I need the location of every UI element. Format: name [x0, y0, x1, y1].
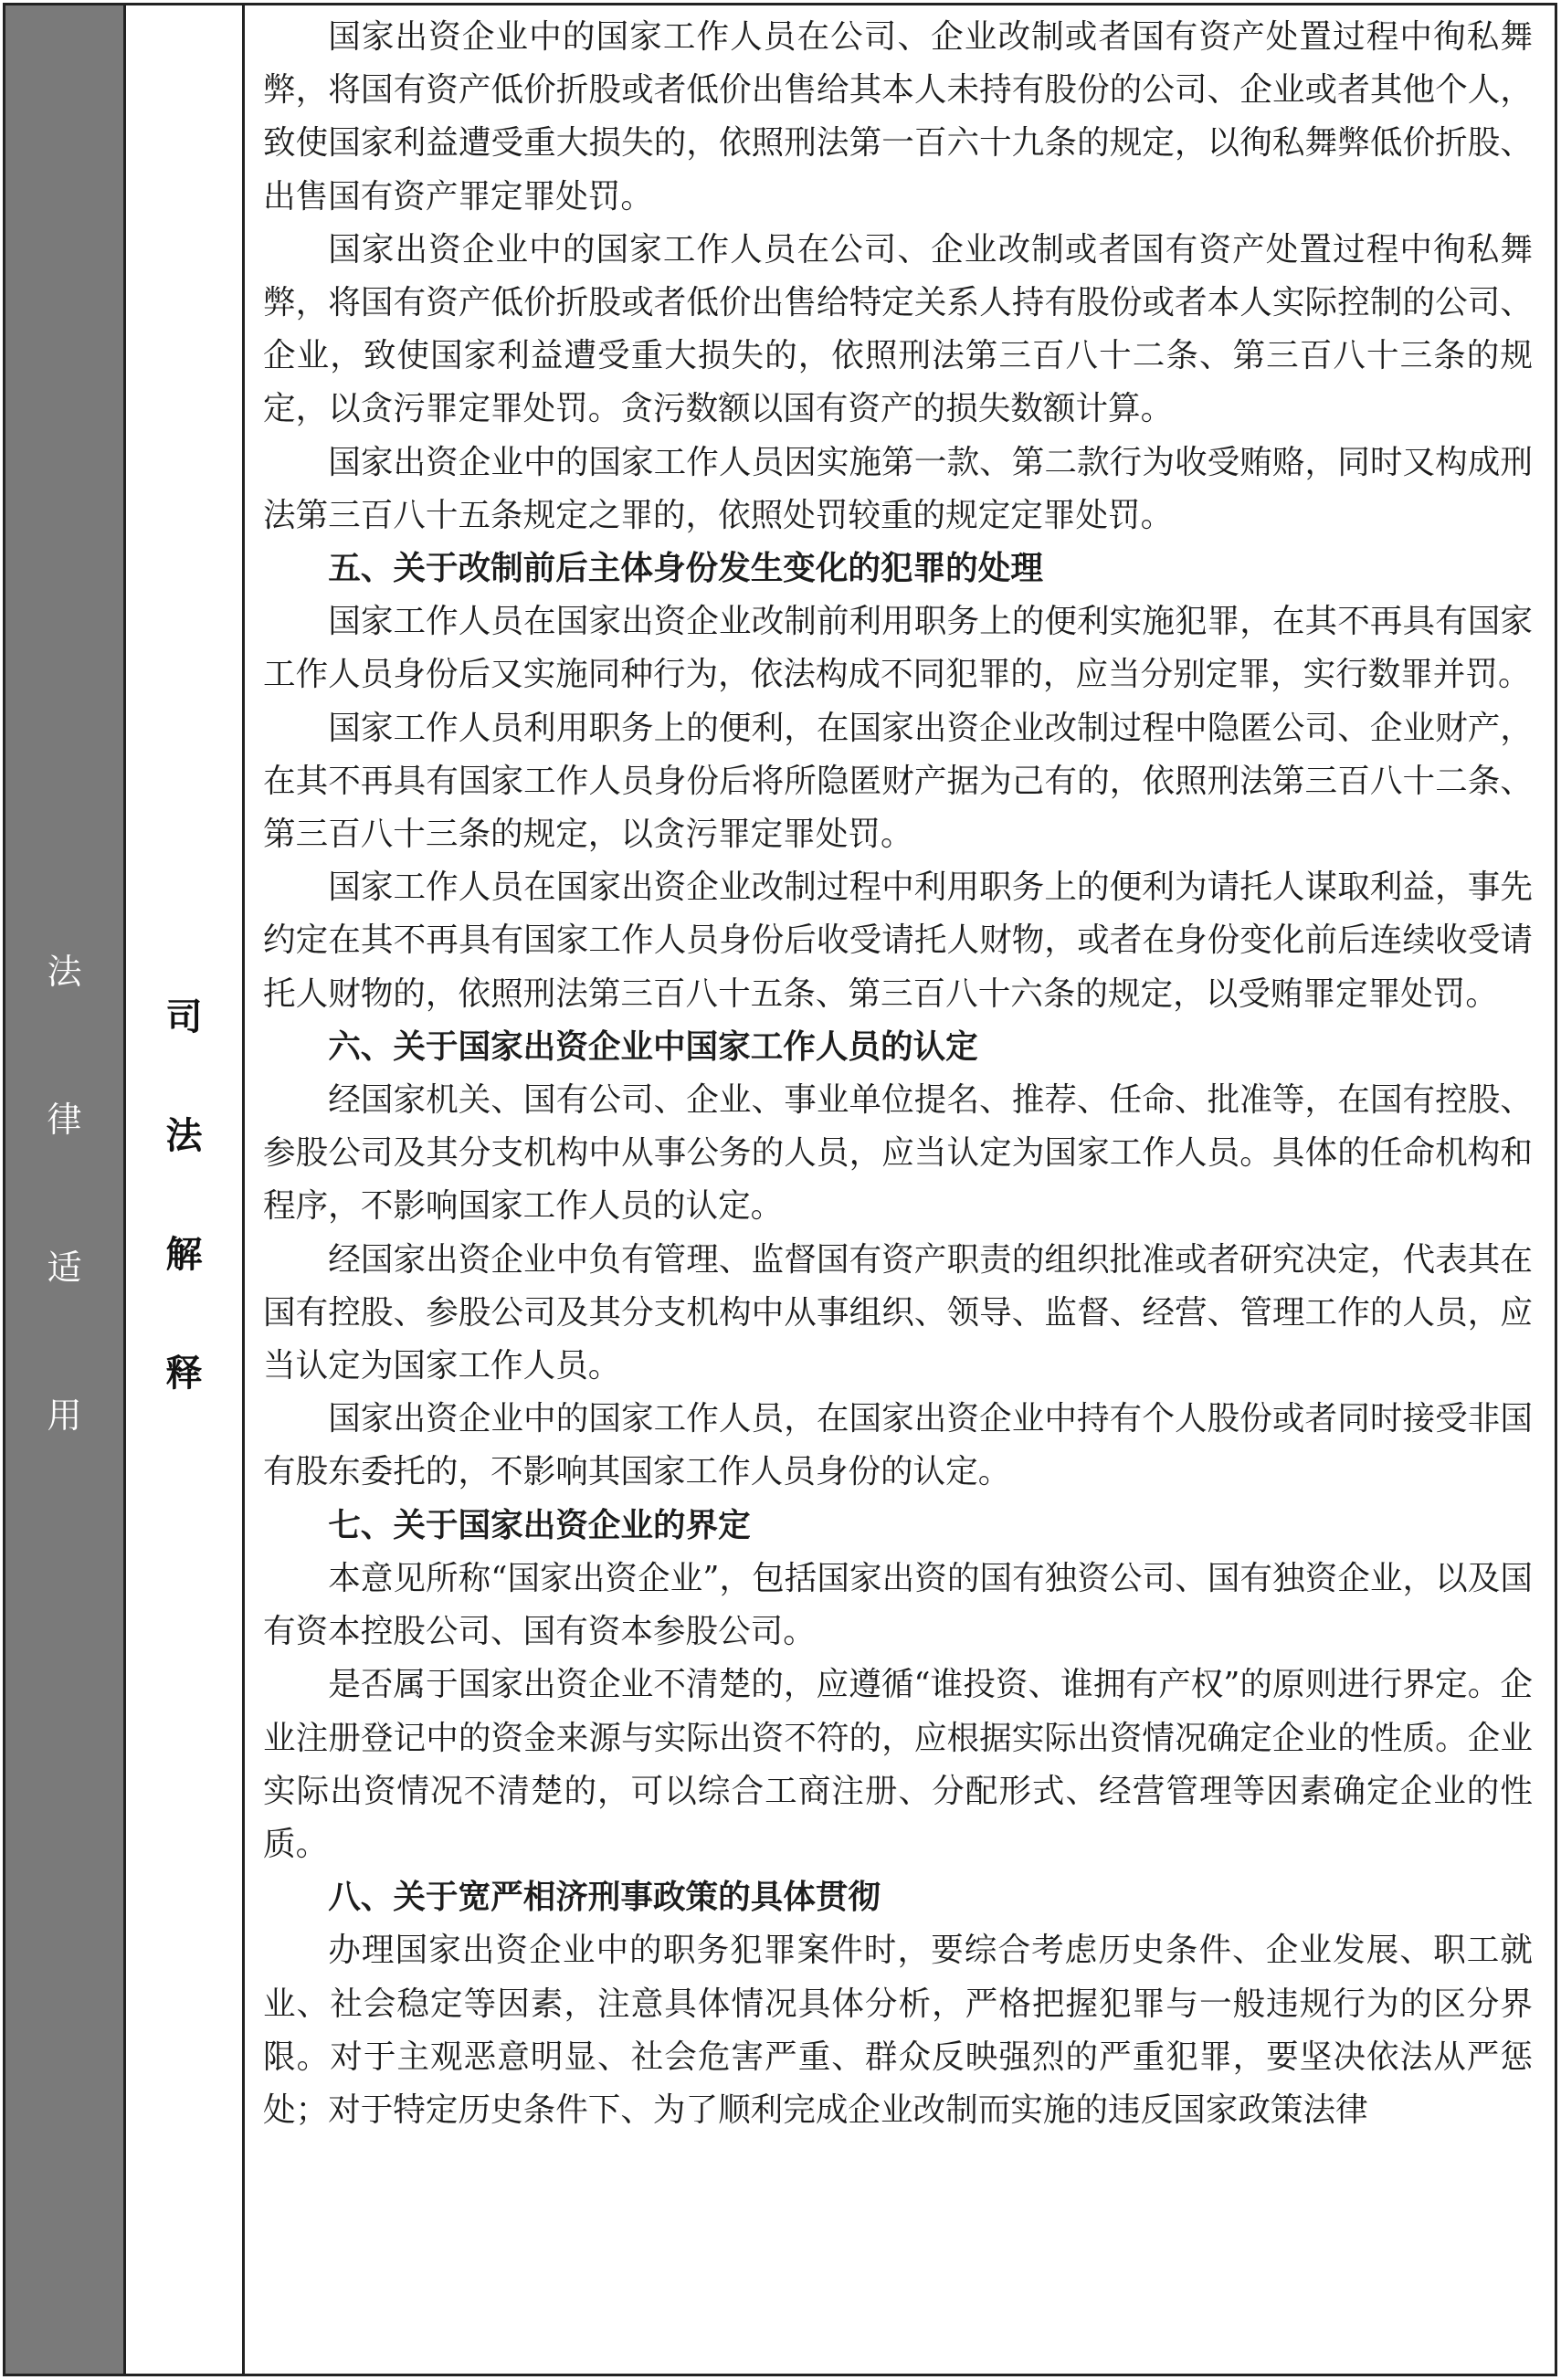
paragraph: 国家工作人员利用职务上的便利，在国家出资企业改制过程中隐匿公司、企业财产，在其不再具有国家工作人员身份后将所隐匿财产据为己有的，依照刑法第三百八十二条、第三百八十三条的规定，以贪污罪定罪处罚。: [263, 709, 1533, 854]
subcategory-label: [126, 992, 242, 1467]
paragraph: 国家出资企业中的国家工作人员因实施第一款、第二款行为收受贿赂，同时又构成刑法第三百八十五条规定之罪的，依照处罚较重的规定定罪处罚。: [263, 443, 1533, 534]
paragraph: 国家出资企业中的国家工作人员，在国家出资企业中持有个人股份或者同时接受非国有股东委托的，不影响其国家工作人员身份的认定。: [263, 1400, 1533, 1491]
category-label: [5, 946, 123, 1538]
paragraph: 国家工作人员在国家出资企业改制前利用职务上的便利实施犯罪，在其不再具有国家工作人员身份后又实施同种行为，依法构成不同犯罪的，应当分别定罪，实行数罪并罚。: [263, 603, 1533, 694]
category-char: 适: [47, 1248, 82, 1288]
section-heading: 八、关于宽严相济刑事政策的具体贯彻: [328, 1879, 881, 1917]
paragraph: 经国家出资企业中负有管理、监督国有资产职责的组织批准或者研究决定，代表其在国有控股、参股公司及其分支机构中从事组织、领导、监督、经营、管理工作的人员，应当认定为国家工作人员。: [263, 1240, 1533, 1385]
paragraph: 办理国家出资企业中的职务犯罪案件时，要综合考虑历史条件、企业发展、职工就业、社会稳定等因素，注意具体情况具体分析，严格把握犯罪与一般违规行为的区分界限。对于主观恶意明显、社会危害严重、群众反映强烈的严重犯罪，要坚决依法从严惩处；对于特定历史条件下、为了顺利完成企业改制而实施的违反国家政策法律: [263, 1932, 1533, 2129]
paragraph: 国家出资企业中的国家工作人员在公司、企业改制或者国有资产处置过程中徇私舞弊，将国有资产低价折股或者低价出售给其本人未持有股份的公司、企业或者其他个人，致使国家利益遭受重大损失的，依照刑法第一百六十九条的规定，以徇私舞弊低价折股、出售国有资产罪定罪处罚。: [263, 18, 1533, 216]
section-heading: 六、关于国家出资企业中国家工作人员的认定: [328, 1027, 978, 1066]
subcategory-char: 释: [165, 1353, 203, 1395]
paragraph: 是否属于国家出资企业不清楚的，应遵循“谁投资、谁拥有产权”的原则进行界定。企业注册登记中的资金来源与实际出资不符的，应根据实际出资情况确定企业的性质。企业实际出资情况不清楚的，可以综合工商注册、分配形式、经营管理等因素确定企业的性质。: [263, 1666, 1533, 1863]
paragraph: 国家出资企业中的国家工作人员在公司、企业改制或者国有资产处置过程中徇私舞弊，将国有资产低价折股或者低价出售给特定关系人持有股份或者本人实际控制的公司、企业，致使国家利益遭受重大损失的，依照刑法第三百八十二条、第三百八十三条的规定，以贪污罪定罪处罚。贪污数额以国有资产的损失数额计算。: [263, 230, 1533, 428]
content-column: [245, 5, 1555, 2374]
paragraph: 经国家机关、国有公司、企业、事业单位提名、推荐、任命、批准等，在国有控股、参股公司及其分支机构中从事公务的人员，应当认定为国家工作人员。具体的任命机构和程序，不影响国家工作人员的认定。: [263, 1081, 1533, 1226]
document-table: [3, 3, 1557, 2376]
category-char: 律: [47, 1100, 82, 1140]
subcategory-char: 法: [165, 1115, 203, 1157]
subcategory-char: 司: [165, 996, 203, 1038]
subcategory-char: 解: [165, 1234, 203, 1276]
subcategory-column: [126, 5, 245, 2374]
section-heading: 七、关于国家出资企业的界定: [328, 1506, 751, 1544]
section-heading: 五、关于改制前后主体身份发生变化的犯罪的处理: [328, 550, 1043, 588]
category-char: 用: [47, 1395, 82, 1436]
paragraph: 本意见所称“国家出资企业”，包括国家出资的国有独资公司、国有独资企业，以及国有资本控股公司、国有资本参股公司。: [263, 1559, 1533, 1651]
category-column: [5, 5, 126, 2374]
category-char: 法: [47, 952, 82, 992]
paragraph: 国家工作人员在国家出资企业改制过程中利用职务上的便利为请托人谋取利益，事先约定在其不再具有国家工作人员身份后收受请托人财物，或者在身份变化前后连续收受请托人财物的，依照刑法第三百八十五条、第三百八十六条的规定，以受贿罪定罪处罚。: [263, 869, 1533, 1013]
